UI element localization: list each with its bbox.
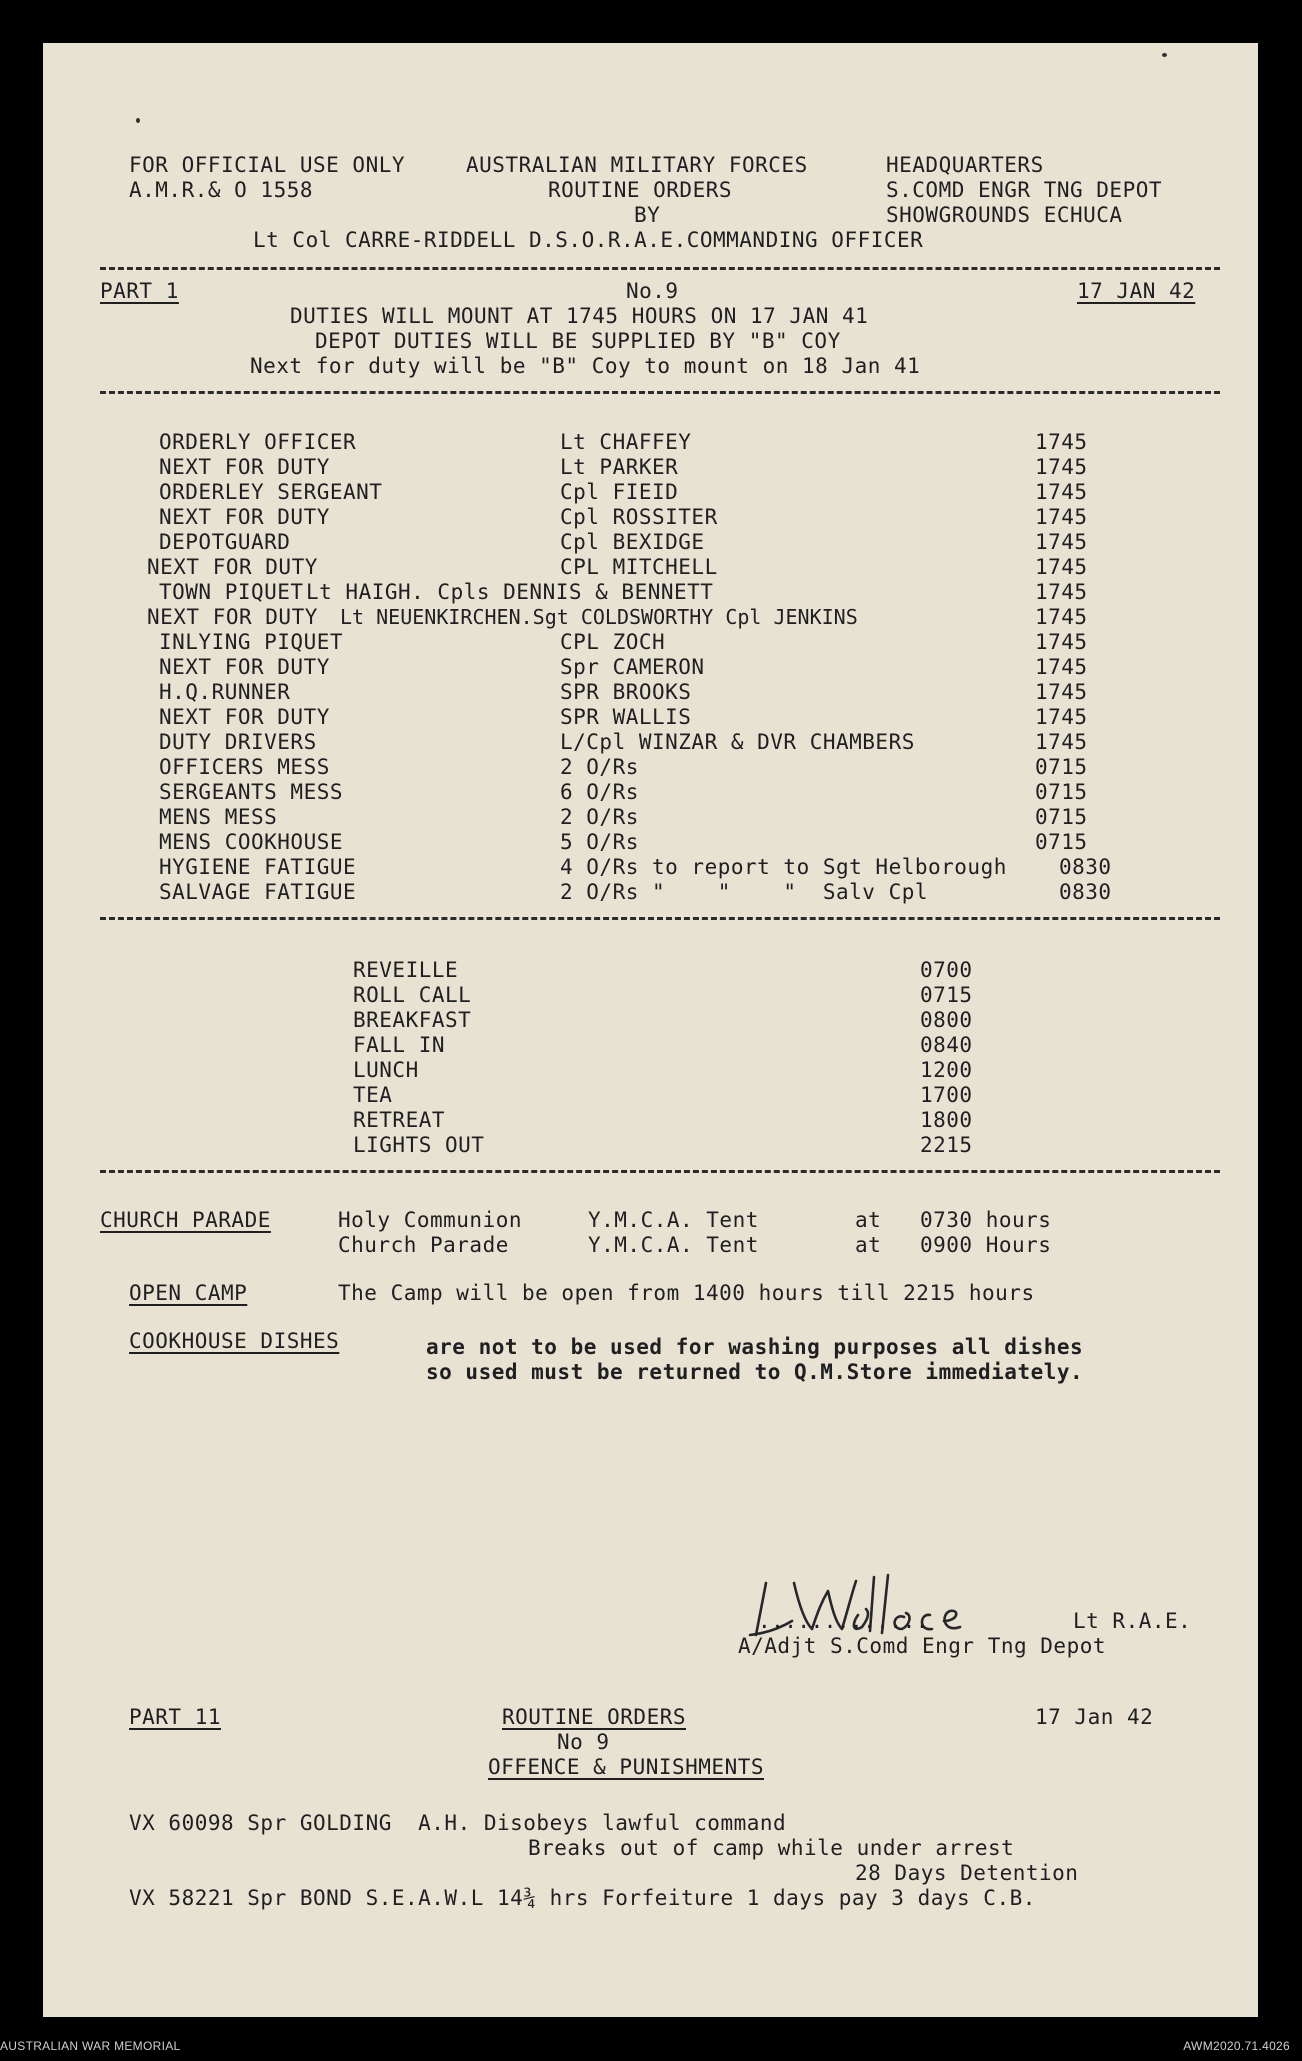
schedule-time: 1800 [920,1108,973,1132]
divider [100,1170,1220,1173]
duty-assignee: Cpl BEXIDGE [560,530,705,554]
header-right-line2: S.COMD ENGR TNG DEPOT [886,178,1163,202]
duty-assignee: 4 O/Rs to report to Sgt Helborough [560,855,1007,879]
schedule-event: BREAKFAST [353,1008,472,1032]
duty-time: 1745 [1035,630,1088,654]
duty-name: ORDERLY OFFICER [159,430,357,454]
duty-name: NEXT FOR DUTY [159,655,330,679]
duty-time: 1745 [1035,505,1088,529]
schedule-event: RETREAT [353,1108,446,1132]
schedule-time: 1700 [920,1083,973,1107]
duty-time: 1745 [1035,530,1088,554]
duty-name: NEXT FOR DUTY [159,705,330,729]
duty-name: NEXT FOR DUTY [147,605,318,629]
part2-title: ROUTINE ORDERS [502,1705,687,1729]
duty-assignee: SPR WALLIS [560,705,692,729]
duty-assignee: Cpl FIEID [560,480,679,504]
schedule-event: LUNCH [353,1058,419,1082]
duty-time: 1745 [1035,455,1088,479]
duty-name: NEXT FOR DUTY [147,555,318,579]
duty-time: 1745 [1035,580,1088,604]
punishment-line: 28 Days Detention [855,1861,1079,1885]
schedule-time: 0700 [920,958,973,982]
ink-speck [1162,53,1167,57]
part2-subtitle: OFFENCE & PUNISHMENTS [488,1755,765,1779]
header-center-line3: BY [634,203,661,227]
duty-time: 0830 [1059,880,1112,904]
document-page [43,43,1258,2017]
duty-assignee: Cpl ROSSITER [560,505,718,529]
part1-line1: DUTIES WILL MOUNT AT 1745 HOURS ON 17 JAN 41 [290,304,869,328]
punishment-line: VX 60098 Spr GOLDING A.H. Disobeys lawful command [129,1811,787,1835]
church-parade-heading: CHURCH PARADE [100,1208,271,1232]
duty-time: 0715 [1035,780,1088,804]
schedule-time: 0800 [920,1008,973,1032]
duty-time: 1745 [1035,680,1088,704]
duty-name: ORDERLEY SERGEANT [159,480,383,504]
schedule-event: ROLL CALL [353,983,472,1007]
church-at: at [855,1208,882,1232]
duty-assignee: CPL MITCHELL [560,555,718,579]
schedule-event: REVEILLE [353,958,459,982]
header-right-line3: SHOWGROUNDS ECHUCA [886,203,1123,227]
duty-time: 0830 [1059,855,1112,879]
church-time: 0900 Hours [920,1233,1052,1257]
duty-name: NEXT FOR DUTY [159,455,330,479]
duty-name: INLYING PIQUET [159,630,344,654]
duty-assignee: Lt CHAFFEY [560,430,692,454]
signature-dots: ............. [758,1609,929,1633]
church-at: at [855,1233,882,1257]
part1-line3: Next for duty will be "B" Coy to mount on 18 Jan 41 [250,354,921,378]
commander-line: Lt Col CARRE-RIDDELL D.S.O.R.A.E.COMMANDING OFFICER [253,228,924,252]
duty-time: 1745 [1035,430,1088,454]
duty-assignee: 2 O/Rs " " " Salv Cpl [560,880,929,904]
schedule-time: 0715 [920,983,973,1007]
duty-name: SALVAGE FATIGUE [159,880,357,904]
duty-time: 1745 [1035,705,1088,729]
church-place: Y.M.C.A. Tent [588,1233,759,1257]
archive-credit: AUSTRALIAN WAR MEMORIAL [0,2039,181,2053]
cookhouse-line1: are not to be used for washing purposes all dishes [426,1335,1084,1359]
duty-name: MENS MESS [159,805,278,829]
duty-assignee: 2 O/Rs [560,805,639,829]
duty-assignee: 5 O/Rs [560,830,639,854]
duty-time: 0715 [1035,805,1088,829]
signature-rank: Lt R.A.E. [1073,1609,1192,1633]
duty-name: MENS COOKHOUSE [159,830,344,854]
header-center-line1: AUSTRALIAN MILITARY FORCES [466,153,808,177]
schedule-event: LIGHTS OUT [353,1133,485,1157]
schedule-time: 2215 [920,1133,973,1157]
header-center-line2: ROUTINE ORDERS [548,178,733,202]
divider [100,391,1220,394]
part1-date: 17 JAN 42 [1077,279,1196,303]
duty-time: 1745 [1035,605,1088,629]
church-time: 0730 hours [920,1208,1052,1232]
duty-time: 0715 [1035,830,1088,854]
archive-accession-number: AWM2020.71.4026 [1183,2039,1290,2053]
duty-name: NEXT FOR DUTY [159,505,330,529]
duty-assignee: 2 O/Rs [560,755,639,779]
duty-assignee: Lt HAIGH. Cpls DENNIS & BENNETT [306,580,714,604]
duty-assignee: 6 O/Rs [560,780,639,804]
duty-time: 0715 [1035,755,1088,779]
duty-assignee: Lt NEUENKIRCHEN.Sgt COLDSWORTHY Cpl JENKINS [340,605,858,629]
duty-time: 1745 [1035,480,1088,504]
header-left-line2: A.M.R.& O 1558 [129,178,314,202]
header-left-line1: FOR OFFICIAL USE ONLY [129,153,406,177]
open-camp-text: The Camp will be open from 1400 hours till 2215 hours [338,1281,1035,1305]
divider [100,267,1220,270]
church-place: Y.M.C.A. Tent [588,1208,759,1232]
duty-name: SERGEANTS MESS [159,780,344,804]
punishment-line: Breaks out of camp while under arrest [528,1836,1015,1860]
header-right-line1: HEADQUARTERS [886,153,1044,177]
schedule-time: 1200 [920,1058,973,1082]
duty-name: OFFICERS MESS [159,755,330,779]
cookhouse-line2: so used must be returned to Q.M.Store immediately. [426,1360,1084,1384]
duty-assignee: SPR BROOKS [560,680,692,704]
duty-name: H.Q.RUNNER [159,680,291,704]
duty-assignee: Spr CAMERON [560,655,705,679]
cookhouse-heading: COOKHOUSE DISHES [129,1329,340,1353]
duty-assignee: CPL ZOCH [560,630,666,654]
duty-time: 1745 [1035,730,1088,754]
duty-time: 1745 [1035,555,1088,579]
part2-number: No 9 [557,1730,610,1754]
part2-date: 17 Jan 42 [1035,1705,1154,1729]
ink-speck [136,118,140,123]
duty-name: DUTY DRIVERS [159,730,317,754]
part1-number: No.9 [626,279,679,303]
schedule-event: TEA [353,1083,393,1107]
signature-title: A/Adjt S.Comd Engr Tng Depot [738,1634,1107,1658]
part1-label: PART 1 [100,279,179,303]
duty-assignee: Lt PARKER [560,455,679,479]
divider [100,917,1220,920]
punishment-line: VX 58221 Spr BOND S.E.A.W.L 14¾ hrs Forfeiture 1 days pay 3 days C.B. [129,1886,1036,1910]
church-service: Holy Communion [338,1208,523,1232]
schedule-event: FALL IN [353,1033,446,1057]
church-service: Church Parade [338,1233,509,1257]
schedule-time: 0840 [920,1033,973,1057]
part2-label: PART 11 [129,1705,222,1729]
open-camp-heading: OPEN CAMP [129,1281,248,1305]
part1-line2: DEPOT DUTIES WILL BE SUPPLIED BY "B" COY [315,329,841,353]
duty-assignee: L/Cpl WINZAR & DVR CHAMBERS [560,730,915,754]
duty-name: TOWN PIQUET [159,580,304,604]
duty-time: 1745 [1035,655,1088,679]
duty-name: HYGIENE FATIGUE [159,855,357,879]
duty-name: DEPOTGUARD [159,530,291,554]
